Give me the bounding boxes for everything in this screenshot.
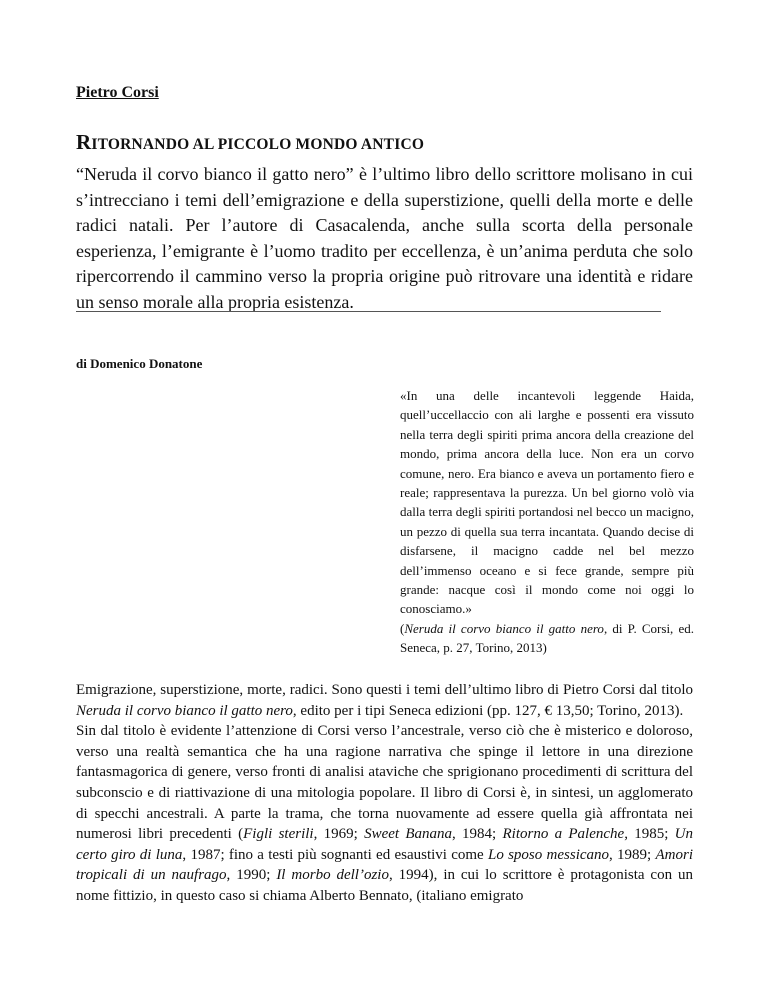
book-year-3: , 1985;: [624, 826, 675, 843]
article-body: [76, 680, 693, 907]
book-year-1: , 1969;: [313, 826, 365, 843]
article-title: [76, 130, 424, 155]
author-name: Pietro Corsi: [76, 84, 159, 101]
book-title-6: Amori tropicali di un naufrago: [76, 846, 693, 884]
book-year-4: , 1987; fino a testi più sognanti ed esaustivi come: [182, 846, 488, 863]
book-title-7: Il morbo dell’ozio: [276, 867, 389, 884]
abstract-paragraph: “Neruda il corvo bianco il gatto nero” è l’ultimo libro dello scrittore molisano in cui s’intrecciano i temi dell’emigrazione e della superstizione, quelli della morte e delle radici natali. Per l’autore di Casacalenda, anche sulla scorta della personale esperienza, l’emigrante è l’uomo tradito per eccellenza, è un’anima perduta che solo ripercorrendo il cammino verso la propria origine può ritrovare una identità e ridare un senso morale alla propria esistenza.: [76, 164, 693, 312]
book-title-4: Un certo giro di luna: [76, 826, 694, 863]
quote-source-rest: , di P. Corsi, ed. Seneca, p. 27, Torino, 2013): [400, 620, 695, 656]
quote-source-title: Neruda il corvo bianco il gatto nero: [404, 620, 604, 636]
book-title-1: Figli sterili: [243, 826, 314, 843]
p2-text-end: , 1994), in cui lo scrittore è protagonista con un nome fittizio, in questo caso si chiama Alberto Bennato, (italiano emigrato: [76, 867, 694, 904]
p1-text-a: Emigrazione, superstizione, morte, radici. Sono questi i temi dell’ultimo libro di Pietro Corsi dal titolo: [76, 682, 693, 698]
book-year-6: , 1990;: [226, 867, 277, 884]
quote-text: «In una delle incantevoli leggende Haida, quell’uccellaccio con ali larghe e possenti era vissuto nella terra degli spiriti prima ancora della creazione del mondo, prima ancora della luce. Non era un corvo comune, nero. Era bianco e aveva un portamento fiero e reale; rappresentava la purezza. Un bel giorno volò via dalla terra degli spiriti portandosi nel becco un macigno, un pezzo di quella sua terra incantata. Quando decise di disfarsene, il macigno cadde nel bel mezzo dell’immenso oceano e si fece grande, sempre più grande: nacque così il mondo come noi oggi lo conosciamo.»: [400, 388, 694, 617]
p1-book-title: Neruda il corvo bianco il gatto nero: [76, 702, 293, 719]
epigraph-quote: [400, 386, 694, 658]
p2-text-a: Sin dal titolo è evidente l’attenzione di Corsi verso l’ancestrale, verso ciò che è misterico e doloroso, verso una realtà semantica che ha una ragione narrativa che spinge il lettore in una direzione fantasmagorica di genere, verso fronti di analisi ataviche che sprigionano procedimenti di scrittura del subconscio e di riattivazione di una mitologia popolare. Il libro di Corsi è, in sintesi, un agglomerato di specchi ancestrali. A parte la trama, che torna nuovamente ad essere quella già affrontata nei numerosi libri precedenti (: [76, 723, 693, 843]
byline: di Domenico Donatone: [76, 356, 203, 371]
quote-source-open: (: [400, 620, 405, 636]
book-year-2: , 1984;: [452, 826, 503, 843]
body-paragraph-2: [76, 721, 693, 906]
book-title-3: Ritorno a Palenche: [502, 826, 625, 843]
title-rest: ITORNANDO AL PICCOLO MONDO ANTICO: [91, 136, 425, 153]
book-title-2: Sweet Banana: [364, 826, 452, 843]
p1-text-b: , edito per i tipi Seneca edizioni (pp. 127, € 13,50; Torino, 2013).: [292, 702, 684, 719]
abstract-divider: [76, 311, 661, 312]
quote-source: [400, 619, 694, 658]
book-title-5: Lo sposo messicano: [487, 846, 610, 863]
title-initial: R: [76, 130, 92, 154]
book-year-5: , 1989;: [609, 846, 656, 863]
body-paragraph-1: [76, 680, 693, 721]
